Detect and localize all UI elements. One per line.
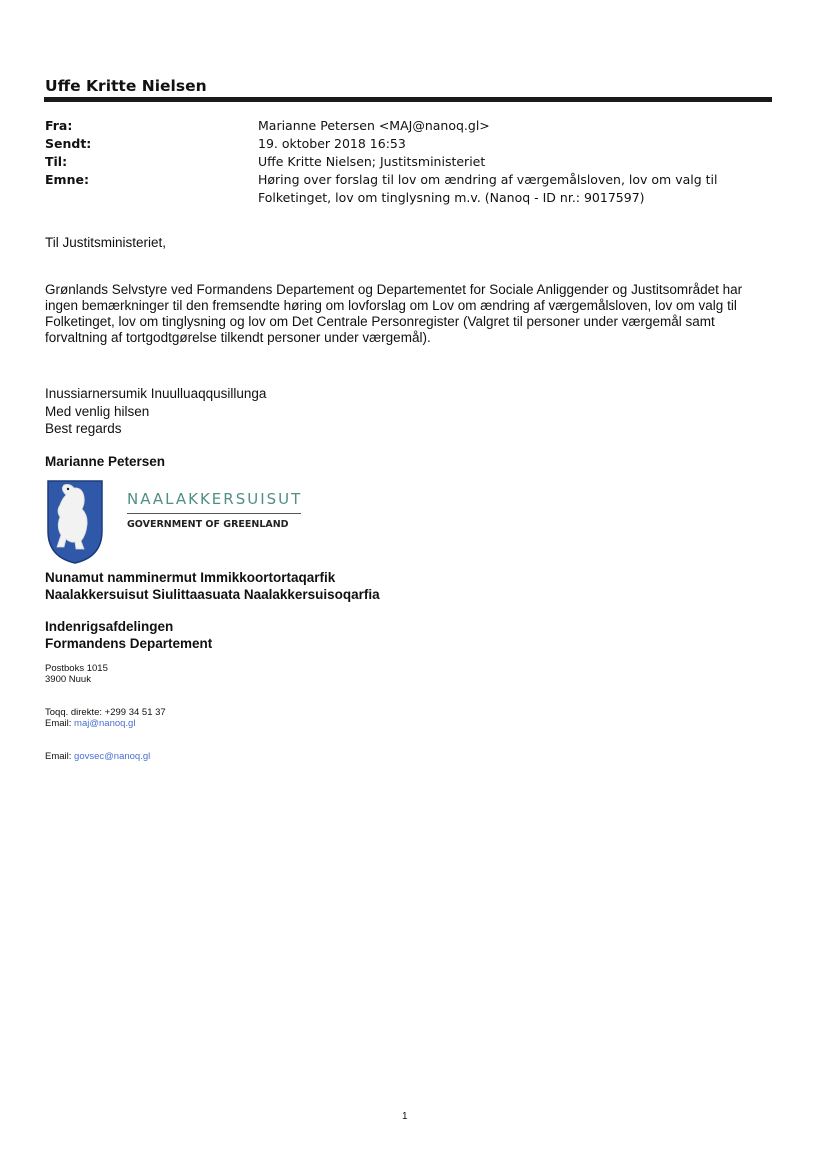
header-row-to [45, 153, 765, 171]
logo-subtitle: GOVERNMENT OF GREENLAND [127, 519, 289, 530]
title-divider [44, 97, 772, 102]
email-link[interactable]: maj@nanoq.gl [74, 718, 136, 729]
dept-line-1: Indenrigsafdelingen [45, 619, 174, 634]
to-value: Uffe Kritte Nielsen; Justitsministeriet [258, 154, 486, 169]
greenland-coat-of-arms-icon [46, 479, 104, 565]
secretariat-email-line [45, 751, 150, 762]
organization-lines [45, 569, 380, 603]
sent-label: Sendt: [45, 136, 92, 151]
secretariat-email-link[interactable]: govsec@nanoq.gl [74, 751, 151, 762]
dept-line-2: Formandens Departement [45, 636, 213, 651]
postal-address [45, 663, 108, 685]
subject-label: Emne: [45, 172, 89, 187]
header-row-sent [45, 135, 765, 153]
closing-greenlandic: Inussiarnersumik Inuulluaqqusillunga [45, 386, 267, 401]
logo-divider [127, 513, 301, 514]
contact-block [45, 707, 166, 729]
closing-lines [45, 385, 775, 438]
org-line-2: Naalakkersuisut Siulittaasuata Naalakkersuisoqarfia [45, 587, 380, 602]
signature-name: Marianne Petersen [45, 454, 166, 469]
department-lines [45, 618, 212, 652]
phone-line: Toqq. direkte: +299 34 51 37 [45, 707, 166, 718]
address-line-1: Postboks 1015 [45, 663, 108, 674]
email-label: Email: [45, 718, 75, 729]
secretariat-email-label: Email: [45, 751, 75, 762]
header-row-from [45, 117, 765, 135]
email-header [45, 117, 765, 207]
logo-wordmark: NAALAKKERSUISUT [127, 490, 303, 508]
org-line-1: Nunamut namminermut Immikkoortortaqarfik [45, 570, 336, 585]
closing-danish: Med venlig hilsen [45, 403, 150, 419]
greeting: Til Justitsministeriet, [45, 235, 167, 250]
email-line [45, 718, 166, 729]
from-label: Fra: [45, 118, 73, 133]
subject-value: Høring over forslag til lov om ændring af værgemålsloven, lov om valg til Folketinget, lov om tinglysning m.v. (Nanoq - ID nr.: 9017597) [258, 172, 718, 205]
to-label: Til: [45, 154, 68, 169]
closing-english: Best regards [45, 421, 122, 436]
mailbox-owner-name: Uffe Kritte Nielsen [45, 77, 207, 95]
body-paragraph: Grønlands Selvstyre ved Formandens Departement og Departementet for Sociale Anliggender og Justitsområdet har ingen bemærkninger til den fremsendte høring om lovforslag om Lov om ændring af værgemålsloven, lov om valg til Folketinget, lov om tinglysning og lov om Det Centrale Personregister (Valgret til personer under værgemål samt forvaltning af tortgodtgørelse tilkendt personer under værgemål). [45, 282, 743, 345]
address-line-2: 3900 Nuuk [45, 674, 91, 685]
page-number: 1 [402, 1111, 408, 1122]
from-value: Marianne Petersen <MAJ@nanoq.gl> [258, 118, 490, 133]
sent-value: 19. oktober 2018 16:53 [258, 136, 406, 151]
header-row-subject [45, 171, 765, 207]
